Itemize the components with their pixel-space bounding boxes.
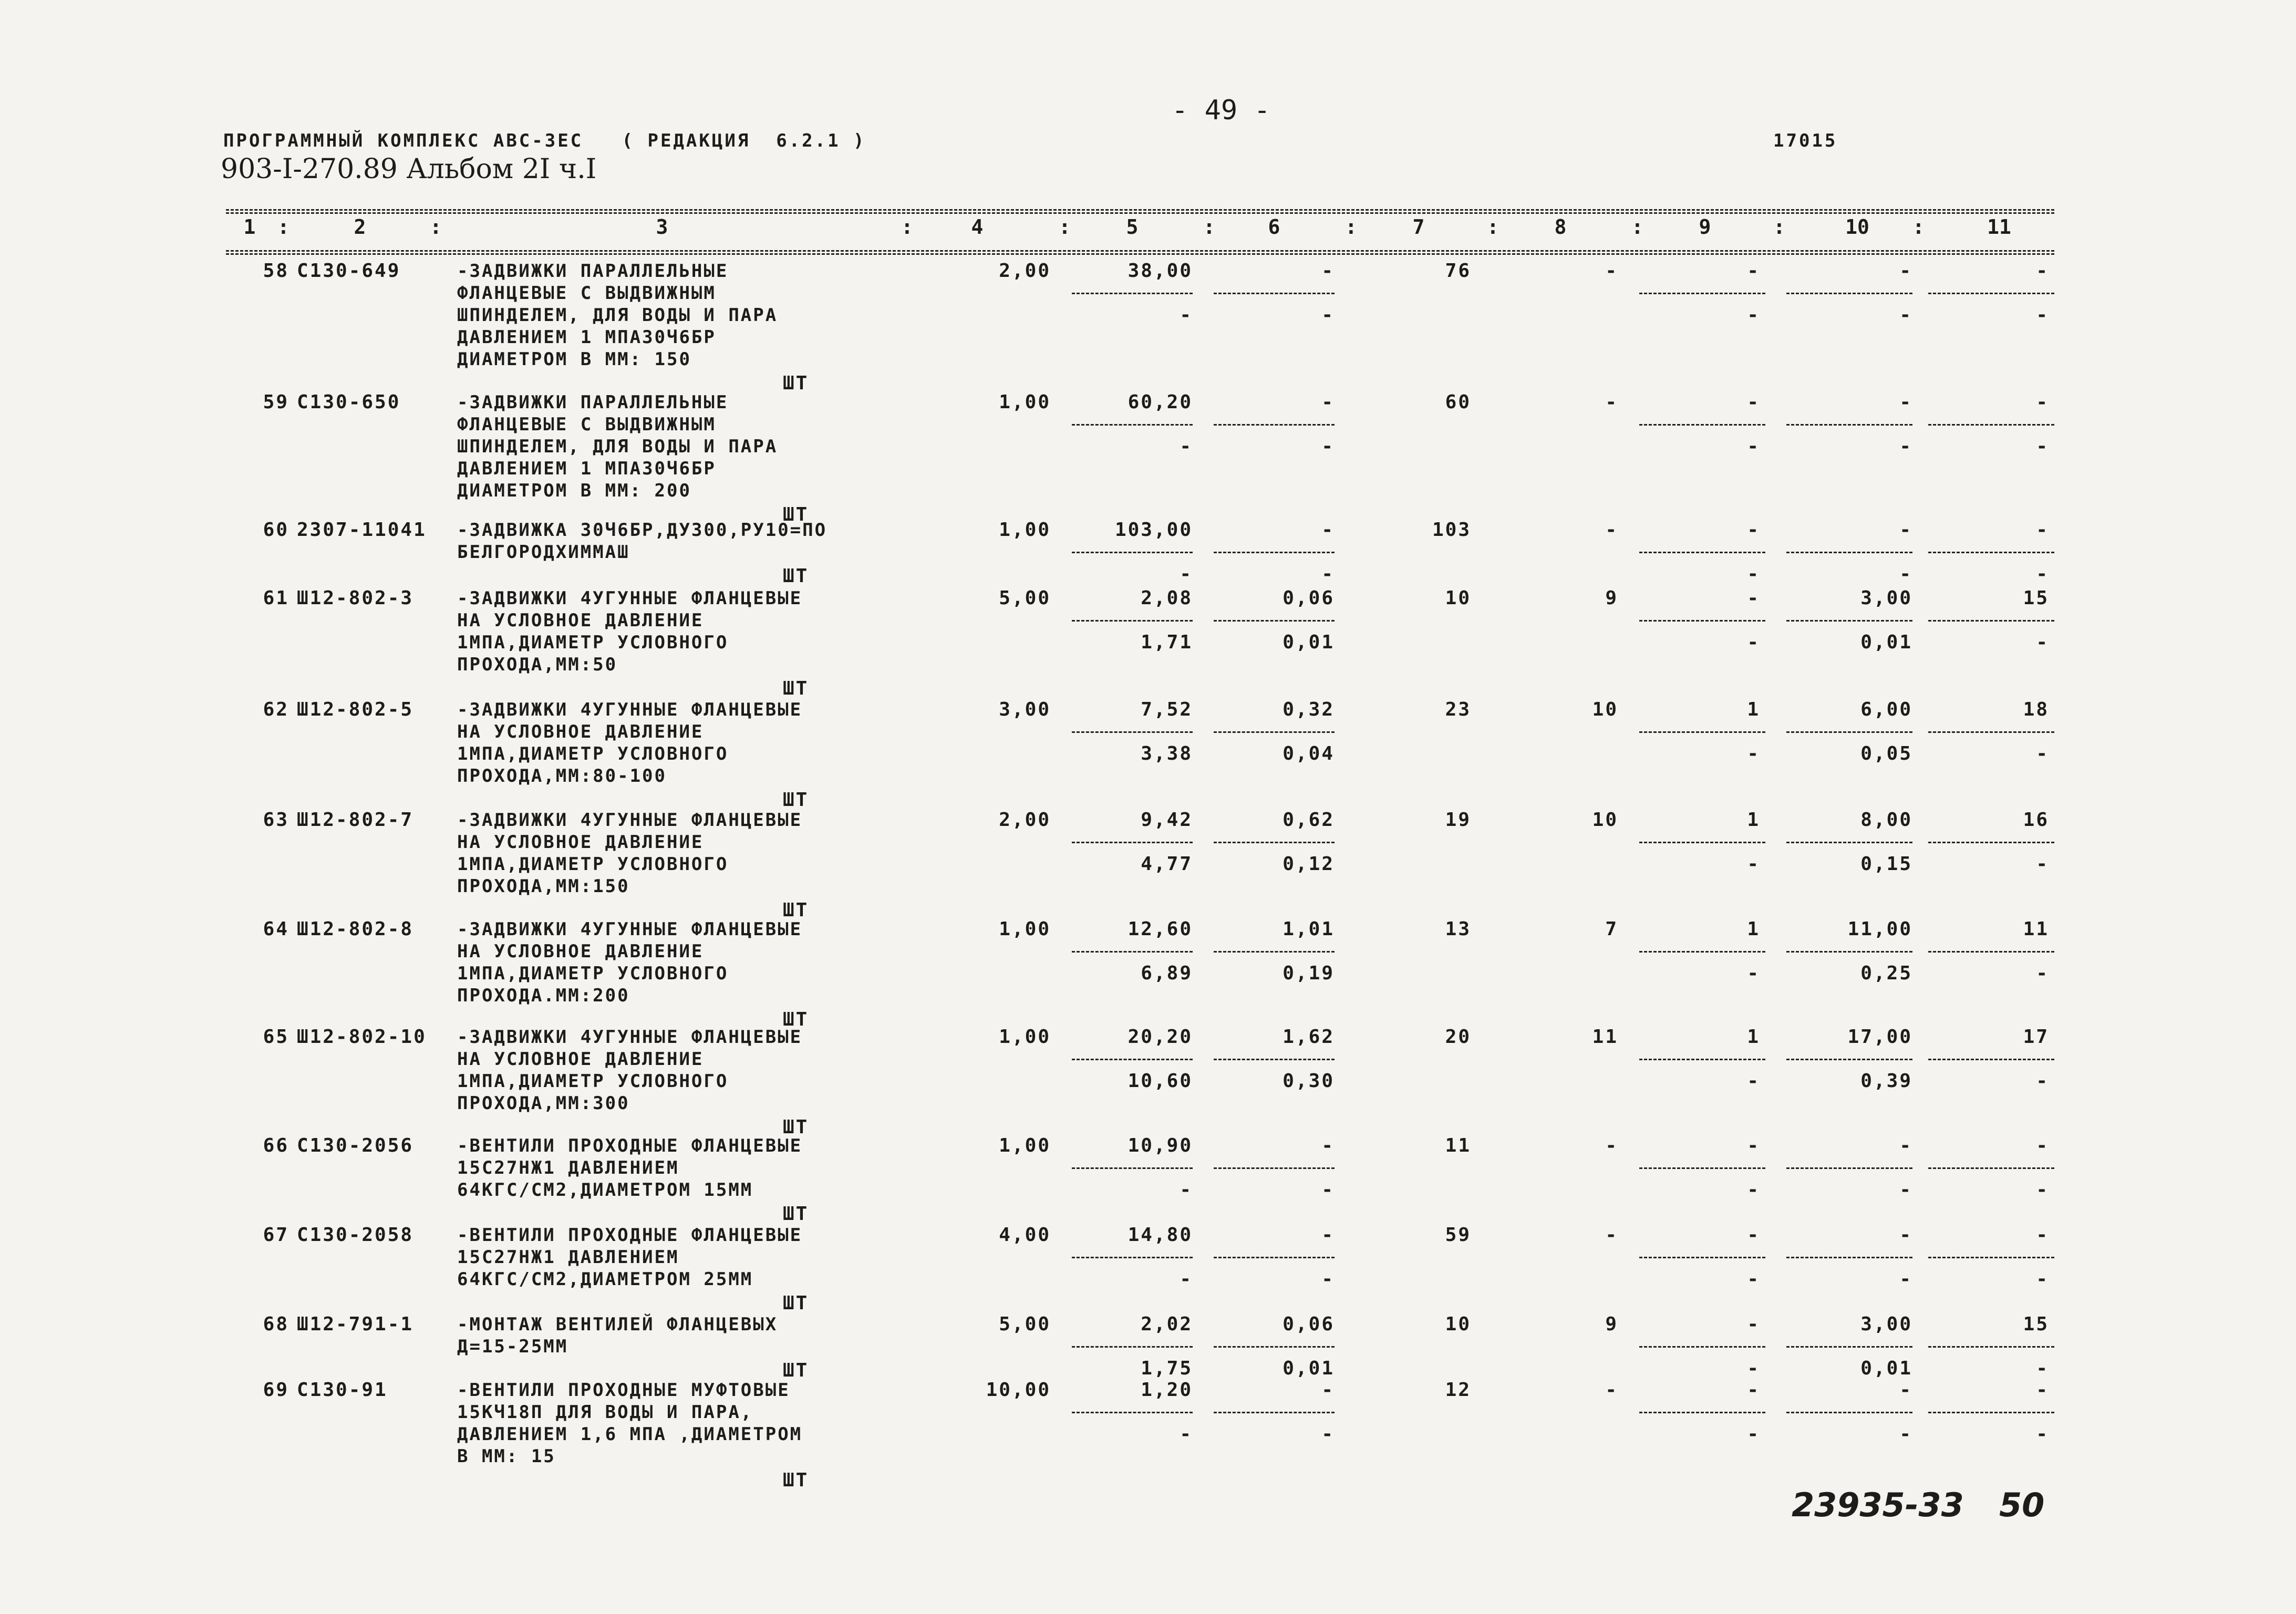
cell-c5b: - xyxy=(1180,436,1193,457)
cell-c4: 2,00 xyxy=(999,260,1051,282)
subtotal-rule xyxy=(1786,1167,1912,1169)
cell-unit: ШТ xyxy=(783,1292,809,1314)
cell-c11b: - xyxy=(2036,1268,2049,1290)
cell-c5a: 2,08 xyxy=(1141,587,1193,609)
cell-c11b: - xyxy=(2036,853,2049,875)
cell-c11a: - xyxy=(2036,1224,2049,1246)
cell-c4: 1,00 xyxy=(999,1135,1051,1156)
cell-description: -ЗАДВИЖКИ ПАРАЛЛЕЛЬНЫЕ ФЛАНЦЕВЫЕ С ВЫДВИЖНЫМ ШПИНДЕЛЕМ, ДЛЯ ВОДЫ И ПАРА ДАВЛЕНИЕМ 1 МПА30Ч6БР ДИАМЕТРОМ В ММ: 200 xyxy=(457,392,778,501)
col-separator: : xyxy=(1345,215,1357,239)
cell-c9a: - xyxy=(1747,587,1760,609)
cell-num: 63 xyxy=(263,809,289,831)
col-separator: : xyxy=(1059,215,1071,239)
program-line: ПРОГРАММНЫЙ КОМПЛЕКС АВС-3ЕС ( РЕДАКЦИЯ 6.2.1 ) xyxy=(223,130,866,151)
cell-c10a: - xyxy=(1899,260,1912,282)
cell-c5a: 10,90 xyxy=(1128,1135,1193,1156)
cell-code: Ш12-791-1 xyxy=(297,1313,414,1335)
cell-c10a: 8,00 xyxy=(1860,809,1912,831)
cell-unit: ШТ xyxy=(783,1009,809,1030)
cell-c10b: 0,39 xyxy=(1860,1070,1912,1092)
subtotal-rule xyxy=(1214,1167,1335,1169)
cell-c10a: 3,00 xyxy=(1860,1313,1912,1335)
subtotal-rule xyxy=(1639,1059,1765,1060)
col-header-2: 2 xyxy=(354,215,366,239)
cell-c5b: - xyxy=(1180,304,1193,326)
cell-c10a: 11,00 xyxy=(1847,918,1912,940)
cell-code: Ш12-802-8 xyxy=(297,918,414,940)
cell-c6a: - xyxy=(1321,391,1335,413)
cell-c4: 5,00 xyxy=(999,1313,1051,1335)
cell-c7: 59 xyxy=(1445,1224,1471,1246)
cell-num: 65 xyxy=(263,1026,289,1048)
subtotal-rule xyxy=(1928,731,2054,733)
cell-c9b: - xyxy=(1747,632,1760,653)
cell-c4: 1,00 xyxy=(999,391,1051,413)
cell-unit: ШТ xyxy=(783,1470,809,1491)
cell-c6a: 0,32 xyxy=(1283,699,1335,720)
cell-num: 60 xyxy=(263,519,289,541)
subtotal-rule xyxy=(1639,842,1765,843)
cell-c11b: - xyxy=(2036,1070,2049,1092)
cell-c8: 10 xyxy=(1592,809,1618,831)
cell-c10a: 6,00 xyxy=(1860,699,1912,720)
subtotal-rule xyxy=(1639,552,1765,553)
cell-c9b: - xyxy=(1747,563,1760,585)
cell-unit: ШТ xyxy=(783,1203,809,1225)
cell-c5b: - xyxy=(1180,1179,1193,1201)
subtotal-rule xyxy=(1214,1257,1335,1258)
col-separator: : xyxy=(1203,215,1215,239)
cell-code: С130-2058 xyxy=(297,1224,414,1246)
col-header-11: 11 xyxy=(1987,215,2011,239)
cell-c8: 11 xyxy=(1592,1026,1618,1048)
cell-c9b: - xyxy=(1747,1268,1760,1290)
subtotal-rule xyxy=(1214,1059,1335,1060)
col-header-6: 6 xyxy=(1268,215,1280,239)
subtotal-rule xyxy=(1639,1346,1765,1348)
table-top-rule-2 xyxy=(226,212,2054,214)
subtotal-rule xyxy=(1928,1346,2054,1348)
cell-c8: - xyxy=(1605,391,1618,413)
cell-c11b: - xyxy=(2036,1179,2049,1201)
cell-c4: 10,00 xyxy=(986,1379,1051,1401)
cell-code: Ш12-802-7 xyxy=(297,809,414,831)
subtotal-rule xyxy=(1214,731,1335,733)
subtotal-rule xyxy=(1928,1167,2054,1169)
cell-description: -ЗАДВИЖКИ ПАРАЛЛЕЛЬНЫЕ ФЛАНЦЕВЫЕ С ВЫДВИЖНЫМ ШПИНДЕЛЕМ, ДЛЯ ВОДЫ И ПАРА ДАВЛЕНИЕМ 1 МПА30Ч6БР ДИАМЕТРОМ В ММ: 150 xyxy=(457,261,778,370)
cell-c5b: 6,89 xyxy=(1141,963,1193,984)
col-header-7: 7 xyxy=(1412,215,1425,239)
cell-c9a: - xyxy=(1747,260,1760,282)
cell-num: 64 xyxy=(263,918,289,940)
cell-c11a: - xyxy=(2036,519,2049,541)
cell-unit: ШТ xyxy=(783,373,809,394)
cell-c10b: 0,01 xyxy=(1860,632,1912,653)
cell-c6a: - xyxy=(1321,1379,1335,1401)
page-number: - 49 - xyxy=(1172,95,1270,126)
cell-c6b: 0,01 xyxy=(1283,632,1335,653)
cell-c8: 9 xyxy=(1605,1313,1618,1335)
document-code: 17015 xyxy=(1773,130,1838,151)
cell-code: С130-649 xyxy=(297,260,401,282)
cell-c6a: 0,06 xyxy=(1283,1313,1335,1335)
cell-c11b: - xyxy=(2036,304,2049,326)
subtotal-rule xyxy=(1786,293,1912,294)
cell-c11a: 17 xyxy=(2023,1026,2049,1048)
cell-c4: 1,00 xyxy=(999,918,1051,940)
cell-description: -ЗАДВИЖКИ 4УГУННЫЕ ФЛАНЦЕВЫЕ НА УСЛОВНОЕ ДАВЛЕНИЕ 1МПА,ДИАМЕТР УСЛОВНОГО ПРОХОДА.ММ:200 xyxy=(457,919,803,1006)
subtotal-rule xyxy=(1639,1257,1765,1258)
cell-code: Ш12-802-5 xyxy=(297,699,414,720)
col-header-10: 10 xyxy=(1845,215,1869,239)
cell-c10b: - xyxy=(1899,304,1912,326)
cell-code: С130-650 xyxy=(297,391,401,413)
subtotal-rule xyxy=(1928,951,2054,953)
cell-c11a: 16 xyxy=(2023,809,2049,831)
subtotal-rule xyxy=(1786,1059,1912,1060)
subtotal-rule xyxy=(1639,1412,1765,1413)
subtotal-rule xyxy=(1072,1412,1193,1413)
cell-code: Ш12-802-3 xyxy=(297,587,414,609)
cell-c9a: - xyxy=(1747,519,1760,541)
cell-code: С130-91 xyxy=(297,1379,388,1401)
cell-unit: ШТ xyxy=(783,678,809,699)
cell-description: -ЗАДВИЖКИ 4УГУННЫЕ ФЛАНЦЕВЫЕ НА УСЛОВНОЕ ДАВЛЕНИЕ 1МПА,ДИАМЕТР УСЛОВНОГО ПРОХОДА,ММ:300 xyxy=(457,1027,803,1114)
subtotal-rule xyxy=(1214,1412,1335,1413)
cell-c11a: 15 xyxy=(2023,1313,2049,1335)
col-header-4: 4 xyxy=(971,215,984,239)
cell-c5a: 9,42 xyxy=(1141,809,1193,831)
cell-c6b: 0,30 xyxy=(1283,1070,1335,1092)
cell-c5a: 7,52 xyxy=(1141,699,1193,720)
cell-c11b: - xyxy=(2036,632,2049,653)
cell-code: С130-2056 xyxy=(297,1135,414,1156)
col-header-5: 5 xyxy=(1126,215,1139,239)
subtotal-rule xyxy=(1214,620,1335,622)
cell-c11a: - xyxy=(2036,391,2049,413)
col-header-3: 3 xyxy=(656,215,668,239)
cell-c8: 10 xyxy=(1592,699,1618,720)
subtotal-rule xyxy=(1786,552,1912,553)
cell-c5b: 1,75 xyxy=(1141,1358,1193,1379)
subtotal-rule xyxy=(1639,620,1765,622)
cell-description: -ВЕНТИЛИ ПРОХОДНЫЕ МУФТОВЫЕ 15КЧ18П ДЛЯ ВОДЫ И ПАРА, ДАВЛЕНИЕМ 1,6 МПА ,ДИАМЕТРОМ В ММ: 15 xyxy=(457,1380,803,1467)
cell-c10b: 0,25 xyxy=(1860,963,1912,984)
cell-c9a: 1 xyxy=(1747,918,1760,940)
cell-c7: 23 xyxy=(1445,699,1471,720)
cell-c6a: 1,01 xyxy=(1283,918,1335,940)
cell-num: 68 xyxy=(263,1313,289,1335)
cell-c9b: - xyxy=(1747,304,1760,326)
cell-c10a: - xyxy=(1899,519,1912,541)
cell-description: -ВЕНТИЛИ ПРОХОДНЫЕ ФЛАНЦЕВЫЕ 15С27НЖ1 ДАВЛЕНИЕМ 64КГС/СМ2,ДИАМЕТРОМ 15ММ xyxy=(457,1135,803,1201)
cell-c5a: 38,00 xyxy=(1128,260,1193,282)
cell-c9b: - xyxy=(1747,743,1760,764)
cell-c10b: - xyxy=(1899,563,1912,585)
cell-c6b: - xyxy=(1321,1423,1335,1445)
col-header-1: 1 xyxy=(243,215,256,239)
subtotal-rule xyxy=(1072,293,1193,294)
cell-c6a: 1,62 xyxy=(1283,1026,1335,1048)
cell-c5b: - xyxy=(1180,563,1193,585)
cell-unit: ШТ xyxy=(783,1360,809,1381)
cell-c10a: - xyxy=(1899,1224,1912,1246)
cell-c7: 19 xyxy=(1445,809,1471,831)
subtotal-rule xyxy=(1072,842,1193,843)
cell-c11b: - xyxy=(2036,1423,2049,1445)
cell-c5a: 20,20 xyxy=(1128,1026,1193,1048)
cell-c11b: - xyxy=(2036,436,2049,457)
cell-num: 66 xyxy=(263,1135,289,1156)
sheet-code: 23935-33 xyxy=(1792,1486,1964,1524)
cell-c9a: - xyxy=(1747,391,1760,413)
cell-c10b: 0,01 xyxy=(1860,1358,1912,1379)
cell-c6a: 0,62 xyxy=(1283,809,1335,831)
subtotal-rule xyxy=(1786,1257,1912,1258)
cell-c7: 13 xyxy=(1445,918,1471,940)
cell-c6a: - xyxy=(1321,260,1335,282)
cell-c6b: - xyxy=(1321,304,1335,326)
cell-c10a: 17,00 xyxy=(1847,1026,1912,1048)
cell-description: -ЗАДВИЖКИ 4УГУННЫЕ ФЛАНЦЕВЫЕ НА УСЛОВНОЕ ДАВЛЕНИЕ 1МПА,ДИАМЕТР УСЛОВНОГО ПРОХОДА,ММ:80-100 xyxy=(457,699,803,787)
col-separator: : xyxy=(1773,215,1785,239)
cell-c10a: - xyxy=(1899,1135,1912,1156)
cell-description: -ЗАДВИЖКИ 4УГУННЫЕ ФЛАНЦЕВЫЕ НА УСЛОВНОЕ ДАВЛЕНИЕ 1МПА,ДИАМЕТР УСЛОВНОГО ПРОХОДА,ММ:50 xyxy=(457,588,803,675)
cell-c6b: 0,19 xyxy=(1283,963,1335,984)
cell-c5b: 3,38 xyxy=(1141,743,1193,764)
subtotal-rule xyxy=(1928,552,2054,553)
subtotal-rule xyxy=(1072,1167,1193,1169)
cell-c7: 12 xyxy=(1445,1379,1471,1401)
subtotal-rule xyxy=(1928,620,2054,622)
sheet-number: 50 xyxy=(1999,1486,2045,1524)
cell-c9b: - xyxy=(1747,1179,1760,1201)
cell-c4: 3,00 xyxy=(999,699,1051,720)
cell-c10b: - xyxy=(1899,436,1912,457)
subtotal-rule xyxy=(1928,424,2054,426)
cell-c10a: - xyxy=(1899,391,1912,413)
cell-num: 61 xyxy=(263,587,289,609)
subtotal-rule xyxy=(1214,552,1335,553)
subtotal-rule xyxy=(1214,842,1335,843)
col-header-8: 8 xyxy=(1554,215,1567,239)
cell-c8: - xyxy=(1605,1135,1618,1156)
cell-c9b: - xyxy=(1747,1423,1760,1445)
cell-code: Ш12-802-10 xyxy=(297,1026,427,1048)
cell-c9a: 1 xyxy=(1747,1026,1760,1048)
cell-c9a: - xyxy=(1747,1135,1760,1156)
cell-c6a: - xyxy=(1321,1224,1335,1246)
cell-c5b: 1,71 xyxy=(1141,632,1193,653)
cell-c5a: 12,60 xyxy=(1128,918,1193,940)
col-separator: : xyxy=(901,215,913,239)
cell-c5a: 14,80 xyxy=(1128,1224,1193,1246)
cell-c5b: 10,60 xyxy=(1128,1070,1193,1092)
cell-c6b: - xyxy=(1321,563,1335,585)
cell-c10b: 0,05 xyxy=(1860,743,1912,764)
cell-c6a: - xyxy=(1321,1135,1335,1156)
cell-c5b: - xyxy=(1180,1268,1193,1290)
cell-c11a: - xyxy=(2036,1135,2049,1156)
cell-c11b: - xyxy=(2036,963,2049,984)
subtotal-rule xyxy=(1786,842,1912,843)
table-header-rule xyxy=(226,250,2054,252)
cell-c6b: 0,04 xyxy=(1283,743,1335,764)
subtotal-rule xyxy=(1214,1346,1335,1348)
subtotal-rule xyxy=(1786,424,1912,426)
subtotal-rule xyxy=(1072,731,1193,733)
col-header-9: 9 xyxy=(1699,215,1711,239)
cell-c4: 4,00 xyxy=(999,1224,1051,1246)
cell-c8: - xyxy=(1605,260,1618,282)
subtotal-rule xyxy=(1639,424,1765,426)
subtotal-rule xyxy=(1639,293,1765,294)
table-header-rule-2 xyxy=(226,253,2054,255)
subtotal-rule xyxy=(1786,951,1912,953)
cell-num: 67 xyxy=(263,1224,289,1246)
cell-c9b: - xyxy=(1747,1070,1760,1092)
cell-c9a: - xyxy=(1747,1313,1760,1335)
cell-c6b: 0,12 xyxy=(1283,853,1335,875)
col-separator: : xyxy=(1487,215,1499,239)
cell-c9b: - xyxy=(1747,1358,1760,1379)
subtotal-rule xyxy=(1214,424,1335,426)
col-separator: : xyxy=(1912,215,1925,239)
subtotal-rule xyxy=(1072,424,1193,426)
subtotal-rule xyxy=(1786,1346,1912,1348)
subtotal-rule xyxy=(1928,1412,2054,1413)
cell-c11a: 11 xyxy=(2023,918,2049,940)
subtotal-rule xyxy=(1928,1257,2054,1258)
cell-c9a: - xyxy=(1747,1224,1760,1246)
cell-c6b: - xyxy=(1321,1268,1335,1290)
cell-c10b: - xyxy=(1899,1423,1912,1445)
cell-c10a: - xyxy=(1899,1379,1912,1401)
cell-description: -ВЕНТИЛИ ПРОХОДНЫЕ ФЛАНЦЕВЫЕ 15С27НЖ1 ДАВЛЕНИЕМ 64КГС/СМ2,ДИАМЕТРОМ 25ММ xyxy=(457,1225,803,1290)
cell-unit: ШТ xyxy=(783,899,809,921)
cell-c5a: 2,02 xyxy=(1141,1313,1193,1335)
cell-c11b: - xyxy=(2036,743,2049,764)
cell-c4: 2,00 xyxy=(999,809,1051,831)
cell-c8: 7 xyxy=(1605,918,1618,940)
subtotal-rule xyxy=(1072,1059,1193,1060)
subtotal-rule xyxy=(1639,951,1765,953)
subtotal-rule xyxy=(1639,731,1765,733)
cell-c9b: - xyxy=(1747,853,1760,875)
subtotal-rule xyxy=(1072,620,1193,622)
cell-c5b: - xyxy=(1180,1423,1193,1445)
cell-c7: 60 xyxy=(1445,391,1471,413)
cell-c11a: 15 xyxy=(2023,587,2049,609)
cell-description: -МОНТАЖ ВЕНТИЛЕЙ ФЛАНЦЕВЫХ Д=15-25ММ xyxy=(457,1314,778,1357)
col-separator: : xyxy=(277,215,289,239)
cell-c4: 1,00 xyxy=(999,1026,1051,1048)
subtotal-rule xyxy=(1928,293,2054,294)
cell-c11b: - xyxy=(2036,563,2049,585)
cell-c11a: - xyxy=(2036,1379,2049,1401)
cell-code: 2307-11041 xyxy=(297,519,427,541)
cell-c9b: - xyxy=(1747,963,1760,984)
album-title: 903-I-270.89 Альбом 2I ч.I xyxy=(221,153,597,185)
subtotal-rule xyxy=(1072,552,1193,553)
cell-c10b: 0,15 xyxy=(1860,853,1912,875)
cell-c10b: - xyxy=(1899,1179,1912,1201)
subtotal-rule xyxy=(1786,731,1912,733)
cell-c6b: 0,01 xyxy=(1283,1358,1335,1379)
cell-c8: - xyxy=(1605,1224,1618,1246)
cell-num: 58 xyxy=(263,260,289,282)
subtotal-rule xyxy=(1072,1257,1193,1258)
cell-num: 59 xyxy=(263,391,289,413)
subtotal-rule xyxy=(1639,1167,1765,1169)
cell-c7: 76 xyxy=(1445,260,1471,282)
col-separator: : xyxy=(430,215,442,239)
table-top-rule xyxy=(226,209,2054,211)
subtotal-rule xyxy=(1072,1346,1193,1348)
cell-c10a: 3,00 xyxy=(1860,587,1912,609)
cell-c8: 9 xyxy=(1605,587,1618,609)
subtotal-rule xyxy=(1786,620,1912,622)
cell-c4: 1,00 xyxy=(999,519,1051,541)
cell-unit: ШТ xyxy=(783,789,809,811)
cell-c6a: 0,06 xyxy=(1283,587,1335,609)
cell-c10b: - xyxy=(1899,1268,1912,1290)
cell-c6b: - xyxy=(1321,1179,1335,1201)
subtotal-rule xyxy=(1214,951,1335,953)
cell-c5b: 4,77 xyxy=(1141,853,1193,875)
col-separator: : xyxy=(1631,215,1643,239)
cell-description: -ЗАДВИЖКА 30Ч6БР,ДУ300,РУ10=ПО БЕЛГОРОДХИММАШ xyxy=(457,520,828,563)
cell-unit: ШТ xyxy=(783,565,809,587)
cell-c8: - xyxy=(1605,1379,1618,1401)
cell-c11b: - xyxy=(2036,1358,2049,1379)
cell-c7: 11 xyxy=(1445,1135,1471,1156)
cell-c6b: - xyxy=(1321,436,1335,457)
cell-c5a: 60,20 xyxy=(1128,391,1193,413)
cell-c9a: 1 xyxy=(1747,809,1760,831)
subtotal-rule xyxy=(1928,1059,2054,1060)
cell-unit: ШТ xyxy=(783,1116,809,1138)
cell-c5a: 103,00 xyxy=(1114,519,1193,541)
cell-num: 69 xyxy=(263,1379,289,1401)
cell-c4: 5,00 xyxy=(999,587,1051,609)
cell-c7: 10 xyxy=(1445,1313,1471,1335)
subtotal-rule xyxy=(1072,951,1193,953)
cell-c9b: - xyxy=(1747,436,1760,457)
subtotal-rule xyxy=(1214,293,1335,294)
cell-c5a: 1,20 xyxy=(1141,1379,1193,1401)
cell-unit: ШТ xyxy=(783,504,809,525)
cell-c6a: - xyxy=(1321,519,1335,541)
cell-c8: - xyxy=(1605,519,1618,541)
cell-c11a: - xyxy=(2036,260,2049,282)
subtotal-rule xyxy=(1786,1412,1912,1413)
cell-description: -ЗАДВИЖКИ 4УГУННЫЕ ФЛАНЦЕВЫЕ НА УСЛОВНОЕ ДАВЛЕНИЕ 1МПА,ДИАМЕТР УСЛОВНОГО ПРОХОДА,ММ:150 xyxy=(457,810,803,897)
cell-num: 62 xyxy=(263,699,289,720)
cell-c7: 10 xyxy=(1445,587,1471,609)
cell-c9a: 1 xyxy=(1747,699,1760,720)
cell-c7: 103 xyxy=(1432,519,1471,541)
cell-c7: 20 xyxy=(1445,1026,1471,1048)
cell-c11a: 18 xyxy=(2023,699,2049,720)
subtotal-rule xyxy=(1928,842,2054,843)
cell-c9a: - xyxy=(1747,1379,1760,1401)
